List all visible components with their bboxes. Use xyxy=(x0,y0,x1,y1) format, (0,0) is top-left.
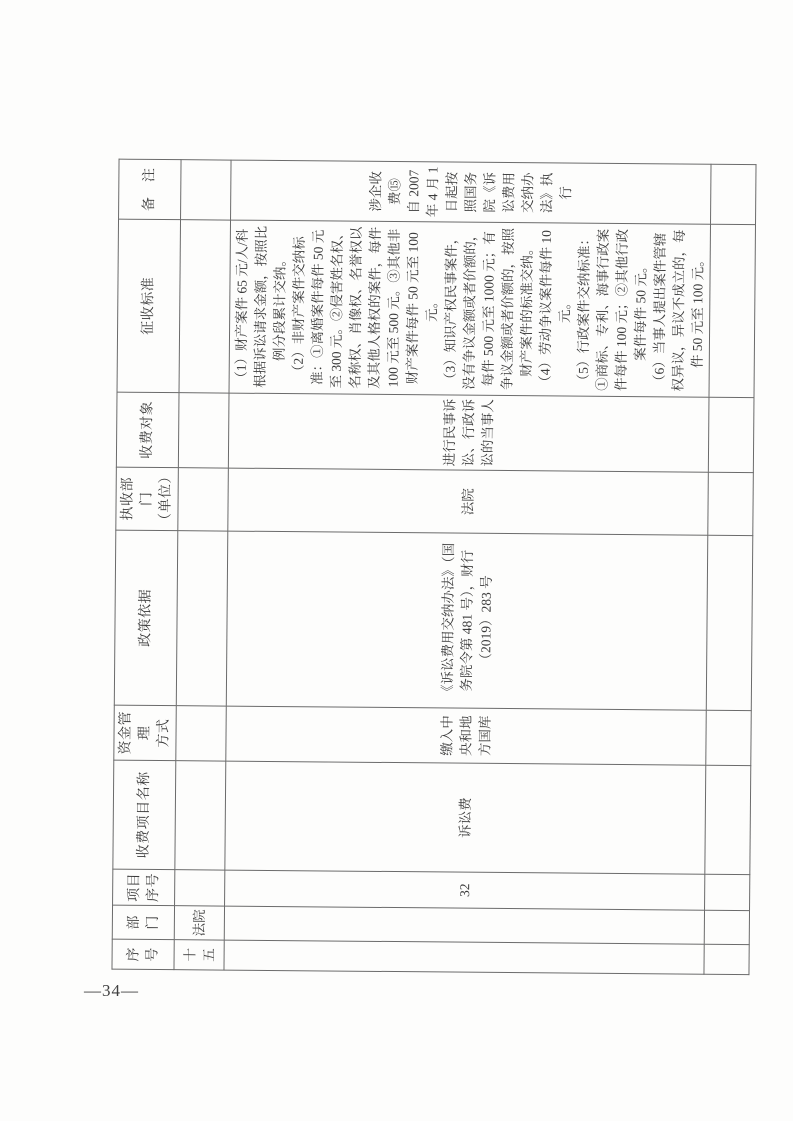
header-row xyxy=(112,159,181,970)
page-number: —34— xyxy=(84,981,139,1000)
empty-cell xyxy=(178,468,229,531)
cell-item-no: 32 xyxy=(225,870,705,910)
empty-cell xyxy=(705,874,750,910)
empty-row xyxy=(704,164,756,974)
cell-exec-dept: 法院 xyxy=(228,468,709,535)
empty-cell xyxy=(179,220,231,393)
empty-cell xyxy=(706,535,753,710)
cell-fund-mgmt: 缴入中央和地方国库 xyxy=(226,706,706,765)
header-payer: 收费对象 xyxy=(116,392,179,468)
fee-item-row xyxy=(224,160,711,974)
header-seq: 序号 xyxy=(112,939,174,970)
empty-cell xyxy=(224,906,704,944)
header-item-no: 项目 序号 xyxy=(113,869,175,906)
header-item-name: 收费项目名称 xyxy=(113,760,176,870)
empty-cell xyxy=(181,160,232,220)
empty-cell xyxy=(178,393,229,468)
header-dept: 部门 xyxy=(112,905,174,940)
empty-cell xyxy=(176,706,226,761)
empty-cell xyxy=(711,164,757,224)
empty-cell xyxy=(175,870,225,906)
group-row xyxy=(174,160,231,970)
empty-cell xyxy=(709,224,756,397)
empty-cell xyxy=(176,531,228,706)
empty-cell xyxy=(708,472,754,535)
cell-group-seq: 十五 xyxy=(174,940,224,970)
empty-cell xyxy=(704,944,749,974)
cell-policy-basis: 《诉讼费用交纳办法》（国务院令第 481 号），财行（2019）283 号 xyxy=(226,531,708,710)
header-remark: 备 注 xyxy=(119,159,182,220)
cell-group-dept: 法院 xyxy=(174,906,224,940)
empty-cell xyxy=(706,710,751,765)
empty-cell xyxy=(704,910,749,944)
header-exec-dept: 执收部门 （单位） xyxy=(116,467,179,531)
header-fund-mgmt: 资金管理 方式 xyxy=(114,705,176,761)
empty-cell xyxy=(175,761,226,870)
empty-cell xyxy=(224,940,704,974)
header-policy-basis: 政策依据 xyxy=(114,530,178,706)
cell-item-name: 诉讼费 xyxy=(225,761,706,874)
cell-payer: 进行民事诉讼、行政诉讼的当事人 xyxy=(228,393,709,472)
cell-standard: （1）财产案件 65 元/人/科根据诉讼请求金额，按照比例分段累计交纳。 （2）非财产案件交纳标准：①离婚案件每件 50 元至 300 元。②侵害姓名权、名称权、肖像权、名誉权以及其他人格权的案件，每件 100 元至 500 元。③其他非财产案件每件 50 元至 100 元。 （3）知识产权民事案件，没有争议金额或者价额的，每件 500 元至 1000 元；有争议金额或者价额的，按照财产案件的标准交纳。 （4）劳动争议案件每件 10 元。 （5）行政案件交纳标准：①商标、专利、海事行政案件每件 100 元；②其他行政案件每件 50 元。 （6）当事人提出案件管辖权异议，异议不成立的，每件 50 元至 100 元。 xyxy=(229,220,710,397)
fee-catalog-table xyxy=(111,159,756,976)
empty-cell xyxy=(705,765,751,874)
cell-remark: 涉企收费⑮ 自 2007 年 4 月 1 日起按照国务院《诉讼费用交纳办法》执行 xyxy=(231,160,712,224)
empty-cell xyxy=(708,397,754,472)
header-standard: 征收标准 xyxy=(117,219,181,393)
rotated-fee-table-container xyxy=(111,160,706,975)
